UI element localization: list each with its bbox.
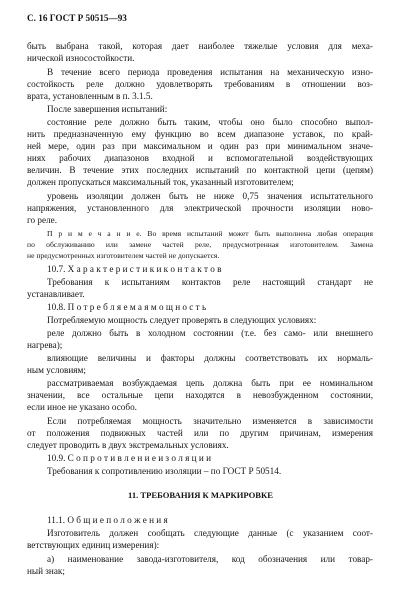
paragraph-line: ветствующих единиц измерения): xyxy=(27,540,160,550)
paragraph-line: от положения подвижных частей или по другим причинам, измерения xyxy=(27,428,373,438)
paragraph-line: устанавливает. xyxy=(27,289,85,299)
section-title-10-8: 10.8. П о т р е б л я е м а я м о щ н о с т ь xyxy=(47,302,207,312)
paragraph-line: следует проводить в двух экстремальных условиях. xyxy=(27,440,229,450)
paragraph-line: если иное не указано особо. xyxy=(27,402,137,412)
paragraph-line: нической износостойкости. xyxy=(27,53,135,63)
section-title-11: 11. ТРЕБОВАНИЯ К МАРКИРОВКЕ xyxy=(128,490,273,500)
paragraph-line: должен пропускаться максимальный ток, указанный изготовителем; xyxy=(27,177,294,187)
paragraph-line: нагрева); xyxy=(27,340,63,350)
section-title-10-7: 10.7. Х а р а к т е р и с т и к и к о н т а к т о в xyxy=(47,264,222,274)
paragraph-line: ниях рабочих диапазонов входной и вспомогательной воздействующих xyxy=(27,153,373,163)
note-line: П р и м е ч а н и е. Во время испытаний может быть выполнена любая операция xyxy=(47,229,373,238)
paragraph-line: Если потребляемая мощность значительно изменяется в зависимости xyxy=(47,416,373,426)
list-item-a-cont: ный знак; xyxy=(27,566,65,576)
page-header: С. 16 ГОСТ Р 50515—93 xyxy=(27,13,127,23)
paragraph-line: Требования к испытаниям контактов реле настоящий стандарт не xyxy=(47,277,373,287)
paragraph-line: состояние реле должно быть таким, чтобы оно было способно выпол- xyxy=(47,117,373,127)
paragraph-line: Требования к сопротивлению изоляции – по ГОСТ Р 50514. xyxy=(47,466,282,476)
paragraph-line: значении, все остальные цепи находятся в невозбужденном состоянии, xyxy=(27,390,373,400)
list-item-a: а) наименование завода-изготовителя, код обозначения или товар- xyxy=(47,554,373,564)
section-title-10-9: 10.9. С о п р о т и в л е н и е и з о л я ц и и xyxy=(47,453,211,463)
paragraph-line: состойкость реле должно удовлетворять требованиям в отношении воз- xyxy=(27,79,373,89)
paragraph-line: В течение всего периода проведения испытания на механическую изно- xyxy=(47,67,373,77)
note-line: по обслуживанию или замене частей реле, предусмотренная изготовителем. Замена xyxy=(27,240,373,249)
paragraph-line: ней мере, один раз при максимальном и один раз при минимальном значе- xyxy=(27,141,373,151)
paragraph-line: нить предназначенную ему функцию во всем диапазоне уставок, по край- xyxy=(27,129,373,139)
paragraph-line: величин. В течение этих последних испытаний по контактной цепи (цепям) xyxy=(27,165,373,175)
section-title-11-1: 11.1. О б щ и е п о л о ж е н и я xyxy=(47,515,168,525)
paragraph-line: ным условиям; xyxy=(27,365,86,375)
paragraph-line: реле должно быть в холодном состоянии (т.е. без само- или внешнего xyxy=(47,328,373,338)
paragraph-line: Потребляемую мощность следует проверять в следующих условиях: xyxy=(47,315,317,325)
note-line: не предусмотренных изготовителем частей не допускается. xyxy=(27,251,220,260)
paragraph-line: рассматриваемая возбуждаемая цепь должна быть при ее номинальном xyxy=(47,378,373,388)
paragraph-line: Изготовитель должен сообщать следующие данные (с указанием соот- xyxy=(47,528,373,538)
paragraph-line: го реле. xyxy=(27,215,58,225)
paragraph-line: напряжения, установленного для электрической прочности изоляции ново- xyxy=(27,203,373,213)
paragraph-line: врата, установленным в п. 3.1.5. xyxy=(27,91,153,101)
paragraph-line: уровень изоляции должен быть не ниже 0,75 значения испытательного xyxy=(47,191,373,201)
paragraph-line: влияющие величины и факторы должны соответствовать их нормаль- xyxy=(47,353,373,363)
paragraph-line: После завершения испытаний: xyxy=(47,104,168,114)
paragraph-line: быть выбрана такой, которая дает наиболее тяжелые условия для меха- xyxy=(27,41,373,51)
